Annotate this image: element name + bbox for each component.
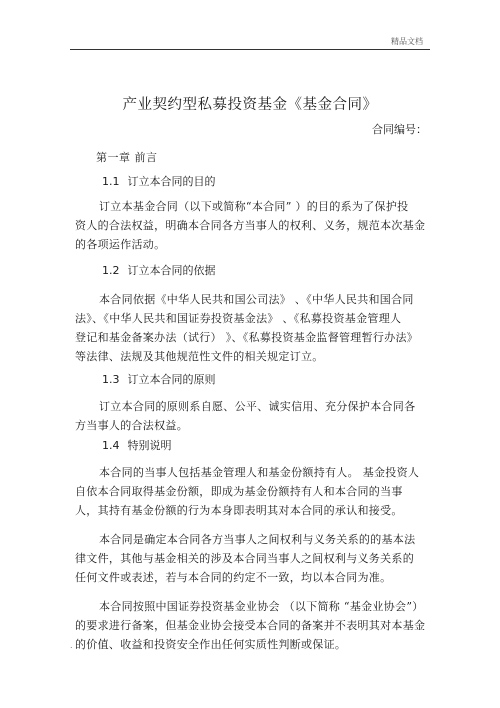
section-heading-1-1: [102, 173, 216, 189]
paragraph-purpose: [75, 197, 435, 254]
paragraph-line: 的价值、收益和投资安全作出任何实质性判断或保证。: [75, 638, 347, 651]
section-title: 特别说明: [127, 439, 172, 452]
section-title: 订立本合同的目的: [127, 175, 216, 188]
paragraph-line: 自依本合同取得基金份额，即成为基金份额持有人和本合同的当事: [75, 485, 403, 498]
paragraph-line: 本合同按照中国证券投资基金业协会 （以下简称 “基金业协会”）: [99, 600, 424, 613]
paragraph-basis: [75, 290, 435, 366]
paragraph-line: 人，其持有基金份额的行为本身即表明其对本合同的承认和接受。: [75, 504, 403, 517]
paragraph-line: 的各项运作活动。: [75, 238, 166, 251]
paragraph-line: 登记和基金备案办法（试行） 》、《私募投资基金监督管理暂行办法》: [75, 331, 419, 344]
paragraph-special-precedence: [75, 530, 435, 587]
section-title: 订立本合同的依据: [127, 264, 216, 277]
section-number: 1.2: [102, 264, 120, 277]
section-title: 订立本合同的原则: [127, 373, 216, 386]
paragraph-line: 本合同是确定本合同各方当事人之间权利与义务关系的的基本法: [99, 533, 416, 546]
paragraph-special-filing: [75, 597, 435, 654]
paragraph-line: 订立本基金合同（以下或简称“本合同” ）的目的系为了保护投: [99, 200, 409, 213]
chapter-heading: 第一章 前言: [96, 151, 158, 164]
paragraph-line: 律文件，其他与基金相关的涉及本合同当事人之间权利与义务关系的: [75, 552, 414, 565]
paragraph-line: 等法律、法规及其他规范性文件的相关规定订立。: [75, 350, 324, 363]
paragraph-line: 订立本合同的原则系自愿、公平、诚实信用、充分保护本合同各: [99, 400, 416, 413]
section-heading-1-4: [102, 437, 172, 453]
section-heading-1-2: [102, 262, 216, 278]
contract-number-label: 合同编号：: [372, 123, 427, 136]
section-heading-1-3: [102, 371, 216, 387]
footer-mark: .: [70, 641, 73, 650]
header-rule: [70, 49, 430, 50]
paragraph-line: 法》、《中华人民共和国证券投资基金法》 、《私募投资基金管理人: [75, 312, 402, 325]
paragraph-line: 任何文件或表述，若与本合同的约定不一致，均以本合同为准。: [75, 571, 392, 584]
paragraph-principle: [75, 397, 435, 435]
section-number: 1.1: [102, 175, 120, 188]
paragraph-line: 本合同的当事人包括基金管理人和基金份额持有人。 基金投资人: [99, 466, 420, 479]
section-number: 1.4: [102, 439, 120, 452]
paragraph-special-parties: [75, 463, 435, 520]
paragraph-line: 本合同依据《中华人民共和国公司法》 、《中华人民共和国合同: [99, 293, 414, 306]
paragraph-line: 的要求进行备案，但基金业协会接受本合同的备案并不表明其对本基金: [75, 619, 426, 632]
section-number: 1.3: [102, 373, 120, 386]
document-title: 产业契约型私募投资基金《基金合同》: [122, 97, 378, 113]
paragraph-line: 资人的合法权益，明确本合同各方当事人的权利、义务，规范本次基金: [75, 219, 426, 232]
header-label: 精品文档: [391, 37, 423, 46]
paragraph-line: 方当事人的合法权益。: [75, 419, 188, 432]
